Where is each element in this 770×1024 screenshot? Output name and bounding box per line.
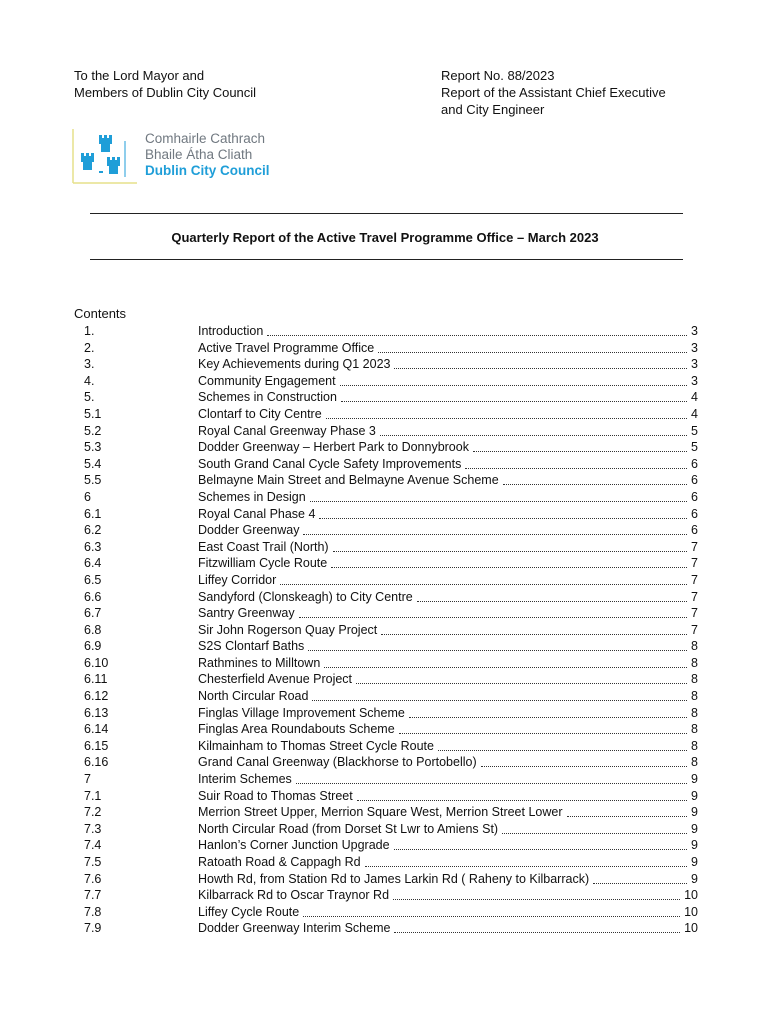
toc-entry[interactable]	[74, 705, 698, 722]
toc-entry-page: 7	[691, 572, 698, 587]
toc-entry-number: 6.2	[84, 523, 102, 538]
toc-entry[interactable]	[74, 821, 698, 838]
toc-entry[interactable]	[74, 638, 698, 655]
toc-entry-page: 10	[684, 921, 698, 936]
toc-entry-line	[198, 804, 698, 821]
toc-entry-title: Finglas Village Improvement Scheme	[198, 705, 405, 720]
toc-dot-leader	[481, 754, 687, 767]
toc-entry-number: 6.11	[84, 672, 108, 687]
toc-dot-leader	[303, 904, 680, 917]
toc-entry-number: 6.8	[84, 622, 102, 637]
toc-entry-number: 7.1	[84, 788, 102, 803]
toc-entry-title: Kilbarrack Rd to Oscar Traynor Rd	[198, 888, 390, 903]
toc-entry-page: 9	[691, 805, 698, 820]
toc-entry-page: 3	[691, 357, 698, 372]
toc-dot-leader	[280, 572, 687, 585]
toc-entry-title: Introduction	[198, 324, 264, 338]
toc-entry-title: North Circular Road	[198, 689, 309, 704]
toc-entry-number: 6.15	[84, 738, 109, 753]
toc-entry-line	[198, 456, 698, 473]
toc-dot-leader	[409, 705, 687, 718]
toc-entry-title: Royal Canal Phase 4	[198, 506, 316, 521]
toc-entry-title: Schemes in Design	[198, 489, 306, 504]
toc-entry-number: 7.4	[84, 838, 102, 853]
toc-entry-number: 5.4	[84, 456, 102, 471]
toc-entry-number: 7.5	[84, 855, 102, 869]
logo-line-english: Dublin City Council	[145, 163, 270, 178]
toc-dot-leader	[473, 439, 687, 452]
toc-entry-page: 8	[691, 655, 698, 670]
toc-entry-line	[198, 406, 698, 423]
toc-entry-title: Dodder Greenway	[198, 523, 300, 538]
toc-dot-leader	[299, 605, 687, 618]
toc-entry-page: 9	[691, 772, 698, 787]
toc-dot-leader	[380, 423, 687, 436]
toc-entry[interactable]	[74, 423, 698, 440]
toc-dot-leader	[567, 804, 688, 817]
toc-entry[interactable]	[74, 655, 698, 672]
toc-entry-page: 9	[691, 821, 698, 836]
toc-entry-page: 8	[691, 738, 698, 753]
toc-entry-number: 6.13	[84, 705, 109, 720]
toc-dot-leader	[319, 506, 687, 519]
toc-entry[interactable]	[74, 622, 698, 639]
toc-entry[interactable]	[74, 472, 698, 489]
toc-dot-leader	[502, 821, 687, 834]
toc-entry-title: Hanlon’s Corner Junction Upgrade	[198, 838, 390, 853]
toc-dot-leader	[296, 771, 687, 784]
toc-entry-number: 7	[84, 772, 91, 787]
toc-entry-line	[198, 439, 698, 456]
toc-entry-line	[198, 721, 698, 738]
toc-entry-page: 8	[691, 689, 698, 704]
toc-entry-line	[198, 340, 698, 357]
toc-entry-title: Santry Greenway	[198, 606, 295, 621]
toc-dot-leader	[303, 522, 687, 535]
toc-entry-title: East Coast Trail (North)	[198, 539, 329, 554]
toc-entry-title: Kilmainham to Thomas Street Cycle Route	[198, 738, 434, 753]
toc-entry-number: 7.2	[84, 805, 102, 820]
toc-dot-leader	[593, 871, 687, 884]
toc-entry-page: 7	[691, 622, 698, 637]
toc-entry-line	[198, 555, 698, 572]
toc-entry-title: S2S Clontarf Baths	[198, 639, 305, 654]
toc-entry-line	[198, 671, 698, 688]
addressee-line-1: To the Lord Mayor and	[74, 68, 205, 83]
toc-entry[interactable]	[74, 356, 698, 373]
toc-entry-number: 7.6	[84, 871, 102, 886]
toc-entry-line	[198, 638, 698, 655]
toc-entry-number: 5.	[84, 390, 95, 405]
toc-dot-leader	[326, 406, 687, 419]
toc-entry-page: 9	[691, 788, 698, 803]
toc-dot-leader	[341, 389, 687, 402]
toc-entry-line	[198, 323, 698, 340]
toc-dot-leader	[378, 340, 687, 353]
toc-entry-line	[198, 622, 698, 639]
toc-entry-page: 8	[691, 722, 698, 737]
toc-dot-leader	[331, 555, 687, 568]
toc-dot-leader	[356, 671, 687, 684]
toc-dot-leader	[333, 539, 687, 552]
toc-entry-line	[198, 605, 698, 622]
toc-entry[interactable]	[74, 489, 698, 506]
toc-entry[interactable]	[74, 804, 698, 821]
title-rule-bottom	[90, 259, 683, 260]
toc-entry[interactable]	[74, 456, 698, 473]
toc-entry-line	[198, 738, 698, 755]
toc-entry-page: 9	[691, 838, 698, 853]
toc-entry-title: Interim Schemes	[198, 772, 292, 787]
logo-line-irish-1: Comhairle Cathrach	[145, 131, 266, 146]
toc-dot-leader	[365, 854, 687, 867]
report-info-block	[441, 67, 666, 118]
report-title: Quarterly Report of the Active Travel Programme Office – March 2023	[171, 230, 599, 245]
toc-entry-line	[198, 821, 698, 838]
toc-entry-page: 8	[691, 705, 698, 720]
toc-entry-number: 7.9	[84, 921, 102, 936]
toc-entry[interactable]	[74, 887, 698, 904]
toc-entry-page: 6	[691, 473, 698, 488]
toc-entry-number: 5.2	[84, 423, 102, 438]
toc-dot-leader	[312, 688, 687, 701]
toc-entry-number: 6.16	[84, 755, 109, 770]
toc-entry-title: Key Achievements during Q1 2023	[198, 357, 391, 372]
toc-entry[interactable]	[74, 754, 698, 771]
toc-entry-line	[198, 356, 698, 373]
toc-entry-line	[198, 705, 698, 722]
toc-entry-title: Finglas Area Roundabouts Scheme	[198, 722, 395, 737]
toc-entry-page: 10	[684, 888, 698, 903]
toc-dot-leader	[324, 655, 687, 668]
toc-entry-title: Rathmines to Milltown	[198, 655, 321, 670]
toc-entry-number: 6.12	[84, 689, 109, 704]
toc-entry-page: 9	[691, 871, 698, 886]
addressee-line-2: Members of Dublin City Council	[74, 85, 257, 100]
toc-entry-title: Dodder Greenway Interim Scheme	[198, 921, 391, 936]
toc-entry-number: 7.3	[84, 821, 102, 836]
toc-entry-line	[198, 373, 698, 390]
toc-entry-line	[198, 871, 698, 888]
toc-entry-page: 3	[691, 373, 698, 388]
toc-entry[interactable]	[74, 340, 698, 357]
toc-entry-line	[198, 423, 698, 440]
toc-entry-page: 5	[691, 440, 698, 455]
toc-entry-number: 5.5	[84, 473, 102, 488]
toc-entry[interactable]	[74, 439, 698, 456]
toc-dot-leader	[381, 622, 687, 635]
toc-entry-line	[198, 655, 698, 672]
toc-entry-number: 5.3	[84, 440, 102, 455]
toc-entry[interactable]	[74, 389, 698, 406]
toc-entry-page: 5	[691, 423, 698, 438]
toc-entry-line	[198, 688, 698, 705]
toc-entry[interactable]	[74, 788, 698, 805]
toc-entry[interactable]	[74, 506, 698, 523]
toc-entry-line	[198, 788, 698, 805]
toc-entry-title: Sir John Rogerson Quay Project	[198, 622, 378, 637]
toc-entry-page: 6	[691, 523, 698, 538]
toc-entry-title: South Grand Canal Cycle Safety Improvements	[198, 456, 462, 471]
toc-entry-title: Dodder Greenway – Herbert Park to Donnybrook	[198, 440, 469, 455]
toc-dot-leader	[503, 472, 687, 485]
toc-entry[interactable]	[74, 688, 698, 705]
toc-entry[interactable]	[74, 589, 698, 606]
toc-entry-number: 2.	[84, 340, 95, 355]
toc-entry[interactable]	[74, 837, 698, 854]
dublin-city-council-logo	[71, 127, 279, 187]
toc-entry[interactable]	[74, 721, 698, 738]
toc-entry-number: 3.	[84, 357, 95, 372]
toc-entry-line	[198, 904, 698, 921]
toc-dot-leader	[465, 456, 687, 469]
toc-entry-number: 7.8	[84, 904, 102, 919]
logo-line-irish-2: Bhaile Átha Cliath	[145, 147, 253, 162]
toc-entry-line	[198, 472, 698, 489]
toc-entry-title: Fitzwilliam Cycle Route	[198, 556, 328, 571]
toc-entry-page: 8	[691, 755, 698, 770]
toc-entry-title: Schemes in Construction	[198, 390, 337, 405]
toc-entry-number: 1.	[84, 324, 95, 338]
toc-entry-page: 7	[691, 556, 698, 571]
toc-entry-title: Royal Canal Greenway Phase 3	[198, 423, 376, 438]
toc-entry[interactable]	[74, 406, 698, 423]
toc-entry[interactable]	[74, 871, 698, 888]
toc-entry-number: 6.9	[84, 639, 102, 654]
toc-entry[interactable]	[74, 555, 698, 572]
toc-entry-line	[198, 771, 698, 788]
toc-entry[interactable]	[74, 920, 698, 937]
addressee-block	[74, 67, 256, 101]
toc-entry-line	[198, 522, 698, 539]
table-of-contents	[74, 323, 698, 937]
toc-entry-title: Community Engagement	[198, 373, 336, 388]
toc-entry-number: 6.7	[84, 606, 102, 621]
toc-entry[interactable]	[74, 771, 698, 788]
toc-entry-number: 6.10	[84, 655, 109, 670]
toc-dot-leader	[438, 738, 687, 751]
toc-entry-page: 4	[691, 406, 698, 421]
toc-entry-page: 9	[691, 855, 698, 869]
toc-entry[interactable]	[74, 572, 698, 589]
toc-entry-title: Clontarf to City Centre	[198, 406, 322, 421]
toc-entry-number: 6.4	[84, 556, 102, 571]
toc-entry-title: North Circular Road (from Dorset St Lwr to Amiens St)	[198, 821, 499, 836]
toc-entry[interactable]	[74, 854, 698, 871]
toc-entry-page: 6	[691, 456, 698, 471]
toc-entry-page: 3	[691, 340, 698, 355]
toc-entry-page: 6	[691, 489, 698, 504]
toc-entry-line	[198, 572, 698, 589]
toc-entry-title: Liffey Corridor	[198, 572, 277, 587]
toc-entry-title: Sandyford (Clonskeagh) to City Centre	[198, 589, 413, 604]
toc-entry-number: 6.1	[84, 506, 102, 521]
toc-entry-line	[198, 489, 698, 506]
castle-crest-icon	[71, 127, 139, 185]
toc-entry-title: Howth Rd, from Station Rd to James Larkin Rd ( Raheny to Kilbarrack)	[198, 871, 590, 886]
report-author-line-1: Report of the Assistant Chief Executive	[441, 85, 666, 100]
toc-entry-line	[198, 506, 698, 523]
toc-dot-leader	[399, 721, 687, 734]
toc-entry-title: Merrion Street Upper, Merrion Square West, Merrion Street Lower	[198, 805, 563, 820]
toc-entry-line	[198, 837, 698, 854]
toc-entry-number: 6.5	[84, 572, 102, 587]
toc-entry-page: 7	[691, 606, 698, 621]
toc-entry-line	[198, 539, 698, 556]
toc-entry[interactable]	[74, 373, 698, 390]
toc-entry-line	[198, 887, 698, 904]
toc-dot-leader	[340, 373, 687, 386]
toc-entry[interactable]	[74, 738, 698, 755]
toc-entry-title: Suir Road to Thomas Street	[198, 788, 353, 803]
toc-dot-leader	[308, 638, 687, 651]
toc-entry[interactable]	[74, 323, 698, 340]
toc-dot-leader	[310, 489, 687, 502]
toc-entry-title: Chesterfield Avenue Project	[198, 672, 353, 687]
toc-entry-page: 8	[691, 639, 698, 654]
toc-entry-line	[198, 389, 698, 406]
toc-entry-page: 6	[691, 506, 698, 521]
toc-dot-leader	[267, 323, 687, 336]
toc-entry[interactable]	[74, 671, 698, 688]
toc-entry-number: 6.3	[84, 539, 102, 554]
toc-entry-title: Grand Canal Greenway (Blackhorse to Portobello)	[198, 755, 477, 770]
toc-dot-leader	[417, 589, 687, 602]
toc-entry-page: 3	[691, 324, 698, 338]
toc-dot-leader	[394, 356, 687, 369]
report-author-line-2: and City Engineer	[441, 102, 545, 117]
toc-entry-line	[198, 854, 698, 871]
toc-entry-number: 6.14	[84, 722, 109, 737]
toc-dot-leader	[394, 920, 680, 933]
toc-entry-line	[198, 920, 698, 937]
toc-entry-title: Belmayne Main Street and Belmayne Avenue Scheme	[198, 473, 499, 488]
toc-entry-number: 4.	[84, 373, 95, 388]
toc-entry-page: 7	[691, 539, 698, 554]
toc-entry-title: Liffey Cycle Route	[198, 904, 300, 919]
toc-entry-number: 7.7	[84, 888, 102, 903]
toc-entry-page: 10	[684, 904, 698, 919]
logo-wordmark	[145, 131, 270, 179]
toc-entry[interactable]	[74, 904, 698, 921]
toc-entry-number: 6	[84, 489, 91, 504]
toc-entry-title: Active Travel Programme Office	[198, 340, 375, 355]
toc-entry-line	[198, 754, 698, 771]
toc-entry-number: 6.6	[84, 589, 102, 604]
toc-entry-page: 4	[691, 390, 698, 405]
toc-entry-number: 5.1	[84, 406, 102, 421]
title-rule-top	[90, 213, 683, 214]
toc-dot-leader	[393, 887, 680, 900]
toc-entry-title: Ratoath Road & Cappagh Rd	[198, 855, 361, 869]
toc-entry-page: 8	[691, 672, 698, 687]
toc-entry[interactable]	[74, 522, 698, 539]
toc-entry-line	[198, 589, 698, 606]
toc-dot-leader	[357, 788, 687, 801]
toc-dot-leader	[394, 837, 688, 850]
toc-entry[interactable]	[74, 539, 698, 556]
toc-entry-page: 7	[691, 589, 698, 604]
contents-heading: Contents	[74, 306, 127, 321]
report-number: Report No. 88/2023	[441, 68, 555, 83]
toc-entry[interactable]	[74, 605, 698, 622]
